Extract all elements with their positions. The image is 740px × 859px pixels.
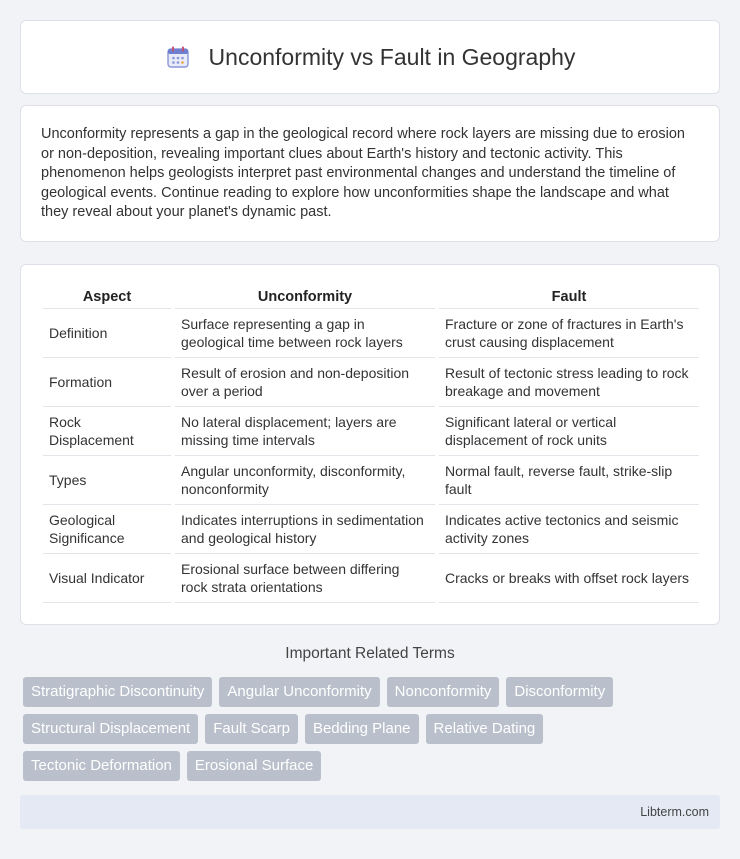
cell-fault: Normal fault, reverse fault, strike-slip fault bbox=[437, 456, 699, 505]
cell-aspect: Types bbox=[43, 456, 173, 505]
intro-text: Unconformity represents a gap in the geological record where rock layers are missing due to erosion or non-deposition, revealing important clues about Earth's history and tectonic activity. This phenomenon helps geologists interpret past environmental changes and understand the timeline of geological events. Continue reading to explore how unconformities shape the landscape and what they reveal about your planet's dynamic past. bbox=[41, 126, 685, 220]
comparison-table bbox=[43, 285, 699, 603]
cell-unconformity: Result of erosion and non-deposition over a period bbox=[173, 358, 437, 407]
table-row bbox=[43, 358, 699, 407]
table-row bbox=[43, 309, 699, 358]
cell-unconformity: Indicates interruptions in sedimentation and geological history bbox=[173, 505, 437, 554]
cell-fault: Significant lateral or vertical displacement of rock units bbox=[437, 407, 699, 456]
tag-row bbox=[23, 751, 723, 781]
table-row bbox=[43, 505, 699, 554]
footer bbox=[20, 795, 720, 829]
tag-stratigraphic-discontinuity[interactable]: Stratigraphic Discontinuity bbox=[23, 677, 212, 707]
tag-tectonic-deformation[interactable]: Tectonic Deformation bbox=[23, 751, 180, 781]
tag-angular-unconformity[interactable]: Angular Unconformity bbox=[219, 677, 379, 707]
title-wrap bbox=[165, 44, 576, 71]
header-card bbox=[20, 20, 720, 94]
cell-fault: Indicates active tectonics and seismic activity zones bbox=[437, 505, 699, 554]
cell-fault: Cracks or breaks with offset rock layers bbox=[437, 554, 699, 603]
tag-structural-displacement[interactable]: Structural Displacement bbox=[23, 714, 198, 744]
header-fault: Fault bbox=[437, 285, 699, 309]
table-row bbox=[43, 407, 699, 456]
table-row bbox=[43, 554, 699, 603]
tag-row bbox=[23, 677, 723, 707]
tag-fault-scarp[interactable]: Fault Scarp bbox=[205, 714, 298, 744]
tag-nonconformity[interactable]: Nonconformity bbox=[387, 677, 500, 707]
related-terms-tags bbox=[23, 677, 723, 788]
cell-aspect: Definition bbox=[43, 309, 173, 358]
tag-bedding-plane[interactable]: Bedding Plane bbox=[305, 714, 419, 744]
cell-unconformity: Angular unconformity, disconformity, nonconformity bbox=[173, 456, 437, 505]
footer-site-link[interactable]: Libterm.com bbox=[640, 805, 709, 819]
cell-fault: Result of tectonic stress leading to rock breakage and movement bbox=[437, 358, 699, 407]
cell-aspect: Formation bbox=[43, 358, 173, 407]
tag-row bbox=[23, 714, 723, 744]
page-title: Unconformity vs Fault in Geography bbox=[208, 43, 576, 70]
calendar-icon bbox=[165, 44, 191, 70]
cell-aspect: Visual Indicator bbox=[43, 554, 173, 603]
cell-aspect: Geological Significance bbox=[43, 505, 173, 554]
tag-disconformity[interactable]: Disconformity bbox=[506, 677, 613, 707]
header-unconformity: Unconformity bbox=[173, 285, 437, 309]
table-row bbox=[43, 456, 699, 505]
header-aspect: Aspect bbox=[43, 285, 173, 309]
tag-erosional-surface[interactable]: Erosional Surface bbox=[187, 751, 321, 781]
related-terms-title: Important Related Terms bbox=[285, 645, 455, 662]
cell-aspect: Rock Displacement bbox=[43, 407, 173, 456]
cell-fault: Fracture or zone of fractures in Earth's crust causing displacement bbox=[437, 309, 699, 358]
table-header-row bbox=[43, 285, 699, 309]
cell-unconformity: Erosional surface between differing rock strata orientations bbox=[173, 554, 437, 603]
cell-unconformity: No lateral displacement; layers are missing time intervals bbox=[173, 407, 437, 456]
comparison-table-card bbox=[20, 264, 720, 625]
tag-relative-dating[interactable]: Relative Dating bbox=[426, 714, 544, 744]
cell-unconformity: Surface representing a gap in geological time between rock layers bbox=[173, 309, 437, 358]
intro-card bbox=[20, 105, 720, 242]
